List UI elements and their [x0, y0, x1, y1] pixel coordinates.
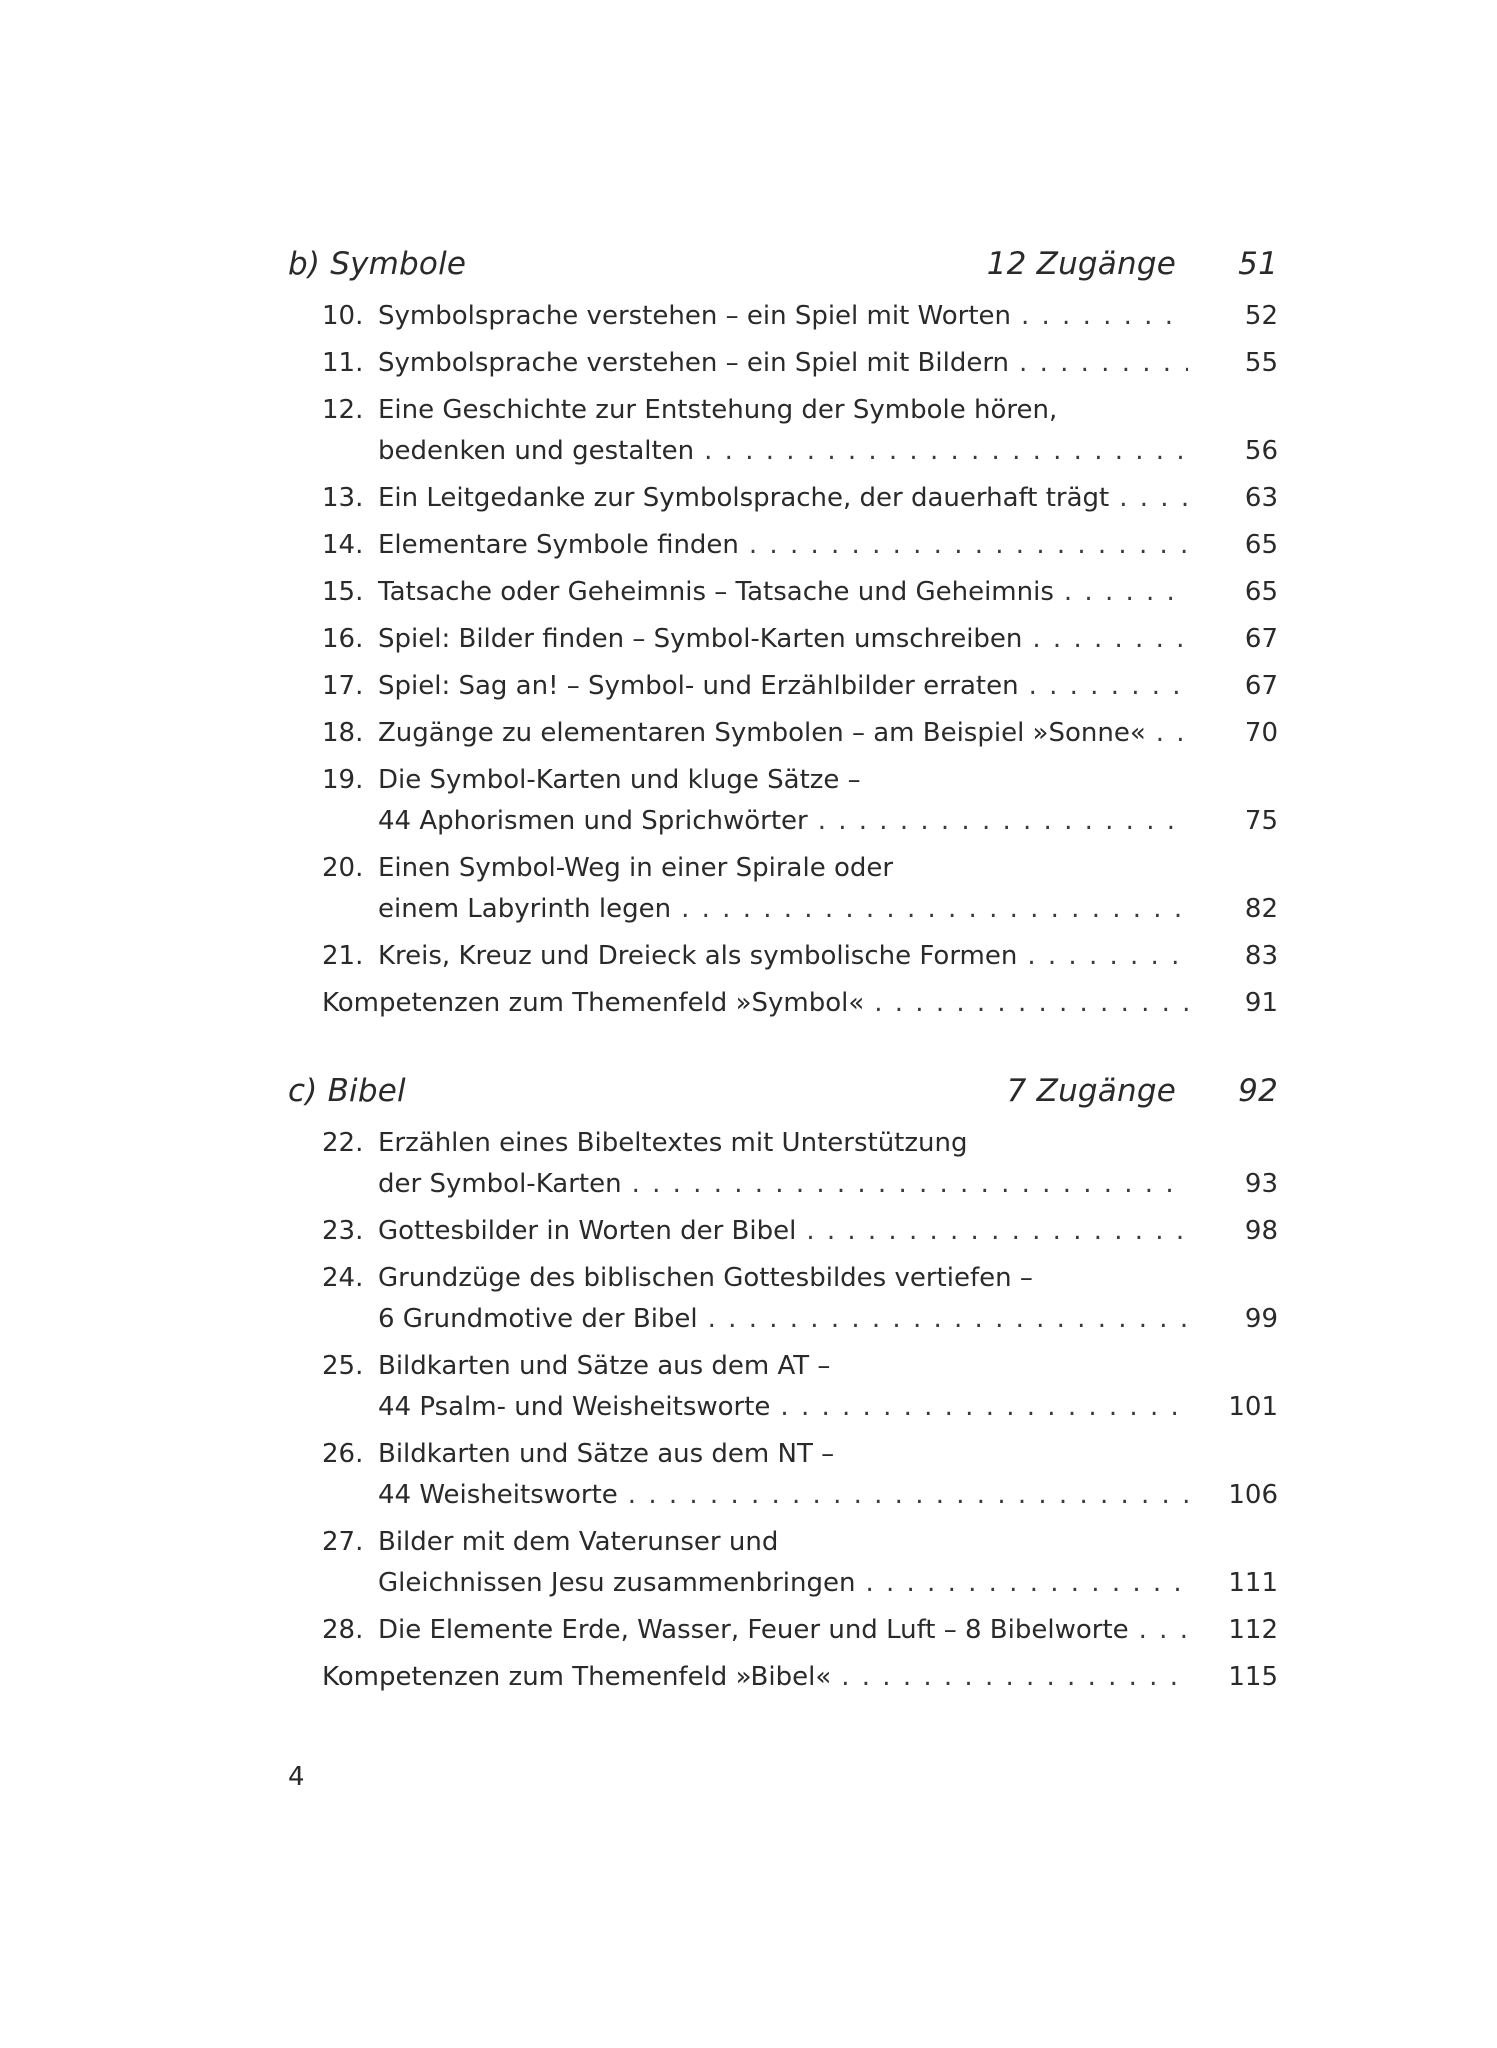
entry-label: Kompetenzen zum Themenfeld »Symbol«: [322, 988, 865, 1018]
entry-line: [378, 1387, 1188, 1428]
entry-text: [378, 666, 1188, 707]
entry-line: [378, 1346, 1188, 1387]
entry-number: 13.: [322, 483, 364, 513]
entry-page: 52: [1244, 301, 1278, 331]
dot-leader: [1156, 713, 1188, 754]
entry-text: [378, 296, 1188, 337]
toc-entry: [288, 713, 1278, 754]
entry-label: der Symbol-Karten: [378, 1169, 622, 1199]
entry-text: [378, 1211, 1188, 1252]
entry-page: 83: [1244, 941, 1278, 971]
entry-line: [378, 296, 1188, 337]
entry-label: Spiel: Bilder finden – Symbol-Karten umschreiben: [378, 624, 1023, 654]
entry-number: 24.: [322, 1263, 364, 1293]
entry-line: [378, 619, 1188, 660]
entry-text: [378, 619, 1188, 660]
toc-competence-entry: [288, 1657, 1278, 1698]
entry-label: Eine Geschichte zur Entstehung der Symbole hören,: [378, 395, 1058, 425]
entry-text: [378, 848, 1188, 930]
entry-label: Ein Leitgedanke zur Symbolsprache, der dauerhaft trägt: [378, 483, 1110, 513]
entry-page: 112: [1228, 1615, 1278, 1645]
toc-entry: [288, 936, 1278, 977]
entry-line: [378, 848, 1188, 889]
entry-number: 15.: [322, 577, 364, 607]
entry-label: Spiel: Sag an! – Symbol- und Erzählbilder erraten: [378, 671, 1019, 701]
entry-line: [378, 936, 1188, 977]
dot-leader: [628, 1475, 1188, 1516]
dot-leader: [681, 889, 1188, 930]
toc-entry: [288, 478, 1278, 519]
section-page: 92: [1238, 1073, 1278, 1109]
dot-leader: [704, 431, 1188, 472]
entry-label: Elementare Symbole finden: [378, 530, 739, 560]
entry-line: [378, 801, 1188, 842]
dot-leader: [1027, 936, 1188, 977]
section-header: [288, 1073, 1278, 1123]
dot-leader: [1021, 296, 1188, 337]
toc-entry: [288, 525, 1278, 566]
toc-entry: [288, 1123, 1278, 1205]
toc-section-symbole: [288, 246, 1278, 1030]
entry-page: 98: [1244, 1216, 1278, 1246]
entry-label: Die Symbol-Karten und kluge Sätze –: [378, 765, 861, 795]
page-number: 4: [288, 1762, 305, 1792]
toc-entry: [288, 572, 1278, 613]
entry-page: 67: [1244, 671, 1278, 701]
entry-number: 27.: [322, 1527, 364, 1557]
entry-page: 106: [1228, 1480, 1278, 1510]
entry-page: 65: [1244, 577, 1278, 607]
entry-line: [378, 1211, 1188, 1252]
entry-line: [378, 525, 1188, 566]
entry-text: [378, 1258, 1188, 1340]
entry-label: 6 Grundmotive der Bibel: [378, 1304, 698, 1334]
toc-entry: [288, 1434, 1278, 1516]
entry-label: 44 Weisheitsworte: [378, 1480, 618, 1510]
entry-number: 22.: [322, 1128, 364, 1158]
toc-entry: [288, 666, 1278, 707]
entry-page: 75: [1244, 806, 1278, 836]
dot-leader: [1119, 478, 1188, 519]
dot-leader: [749, 525, 1188, 566]
entry-line: [322, 1657, 1188, 1698]
entry-label: Einen Symbol-Weg in einer Spirale oder: [378, 853, 894, 883]
entry-text: [378, 525, 1188, 566]
toc-section-bibel: [288, 1073, 1278, 1704]
entry-line: [378, 478, 1188, 519]
entry-line: [378, 390, 1188, 431]
section-title: b) Symbole: [288, 246, 467, 282]
entry-label: bedenken und gestalten: [378, 436, 695, 466]
entry-line: [378, 1475, 1188, 1516]
entry-text: [378, 1123, 1188, 1205]
entry-text: [378, 1434, 1188, 1516]
entry-line: [378, 889, 1188, 930]
toc-entry: [288, 619, 1278, 660]
entry-page: 93: [1244, 1169, 1278, 1199]
entry-line: [378, 1434, 1188, 1475]
dot-leader: [632, 1164, 1188, 1205]
entry-line: [378, 1258, 1188, 1299]
entry-label: 44 Aphorismen und Sprichwörter: [378, 806, 808, 836]
entry-page: 56: [1244, 436, 1278, 466]
entry-label: einem Labyrinth legen: [378, 894, 672, 924]
entry-line: [322, 983, 1188, 1024]
entry-line: [378, 1299, 1188, 1340]
entry-text: [378, 713, 1188, 754]
entry-label: Bildkarten und Sätze aus dem AT –: [378, 1351, 831, 1381]
entry-number: 25.: [322, 1351, 364, 1381]
entry-line: [378, 1563, 1188, 1604]
entry-page: 99: [1244, 1304, 1278, 1334]
dot-leader: [865, 1563, 1188, 1604]
entry-page: 67: [1244, 624, 1278, 654]
entry-text: [322, 983, 1188, 1024]
toc-entry: [288, 296, 1278, 337]
toc-entry: [288, 848, 1278, 930]
entry-page: 91: [1244, 988, 1278, 1018]
entry-label: Tatsache oder Geheimnis – Tatsache und Geheimnis: [378, 577, 1054, 607]
entry-page: 65: [1244, 530, 1278, 560]
entry-page: 101: [1228, 1392, 1278, 1422]
dot-leader: [806, 1211, 1188, 1252]
entry-page: 82: [1244, 894, 1278, 924]
toc-entry: [288, 343, 1278, 384]
dot-leader: [1029, 666, 1188, 707]
dot-leader: [1064, 572, 1188, 613]
entry-text: [378, 1610, 1188, 1651]
dot-leader: [708, 1299, 1188, 1340]
section-header: [288, 246, 1278, 296]
entry-line: [378, 713, 1188, 754]
toc-entry: [288, 1610, 1278, 1651]
entry-number: 26.: [322, 1439, 364, 1469]
entry-page: 70: [1244, 718, 1278, 748]
dot-leader: [1019, 343, 1188, 384]
toc-entry: [288, 390, 1278, 472]
entry-line: [378, 1164, 1188, 1205]
entry-number: 10.: [322, 301, 364, 331]
entry-label: 44 Psalm- und Weisheitsworte: [378, 1392, 771, 1422]
entry-label: Grundzüge des biblischen Gottesbildes vertiefen –: [378, 1263, 1033, 1293]
entry-page: 115: [1228, 1662, 1278, 1692]
entry-label: Bildkarten und Sätze aus dem NT –: [378, 1439, 835, 1469]
entry-line: [378, 572, 1188, 613]
entry-label: Symbolsprache verstehen – ein Spiel mit Bildern: [378, 348, 1010, 378]
entry-label: Gottesbilder in Worten der Bibel: [378, 1216, 797, 1246]
entry-number: 16.: [322, 624, 364, 654]
entry-number: 14.: [322, 530, 364, 560]
entry-text: [378, 1522, 1188, 1604]
dot-leader: [874, 983, 1188, 1024]
entry-label: Erzählen eines Bibeltextes mit Unterstützung: [378, 1128, 968, 1158]
entry-page: 111: [1228, 1568, 1278, 1598]
section-count: 12 Zugänge: [986, 246, 1176, 282]
entry-label: Die Elemente Erde, Wasser, Feuer und Luft – 8 Bibelworte: [378, 1615, 1129, 1645]
toc-entry: [288, 1522, 1278, 1604]
entry-number: 12.: [322, 395, 364, 425]
entry-text: [378, 390, 1188, 472]
entry-number: 23.: [322, 1216, 364, 1246]
entry-line: [378, 343, 1188, 384]
entry-line: [378, 666, 1188, 707]
section-page: 51: [1238, 246, 1278, 282]
entry-line: [378, 1123, 1188, 1164]
entry-label: Gleichnissen Jesu zusammenbringen: [378, 1568, 856, 1598]
entry-line: [378, 760, 1188, 801]
dot-leader: [1032, 619, 1188, 660]
entry-label: Kreis, Kreuz und Dreieck als symbolische Formen: [378, 941, 1018, 971]
entry-number: 11.: [322, 348, 364, 378]
toc-competence-entry: [288, 983, 1278, 1024]
entry-text: [378, 572, 1188, 613]
entry-text: [378, 343, 1188, 384]
toc-entry: [288, 1258, 1278, 1340]
entry-text: [378, 760, 1188, 842]
toc-entries: [288, 1123, 1278, 1698]
entry-line: [378, 431, 1188, 472]
entry-number: 17.: [322, 671, 364, 701]
dot-leader: [841, 1657, 1188, 1698]
dot-leader: [780, 1387, 1188, 1428]
entry-text: [378, 1346, 1188, 1428]
toc-entry: [288, 760, 1278, 842]
entry-number: 21.: [322, 941, 364, 971]
entry-number: 28.: [322, 1615, 364, 1645]
entry-number: 18.: [322, 718, 364, 748]
entry-label: Kompetenzen zum Themenfeld »Bibel«: [322, 1662, 832, 1692]
entry-number: 19.: [322, 765, 364, 795]
dot-leader: [818, 801, 1188, 842]
entry-label: Zugänge zu elementaren Symbolen – am Beispiel »Sonne«: [378, 718, 1146, 748]
section-title: c) Bibel: [288, 1073, 406, 1109]
entry-page: 55: [1244, 348, 1278, 378]
entry-text: [322, 1657, 1188, 1698]
entry-text: [378, 936, 1188, 977]
entry-line: [378, 1610, 1188, 1651]
toc-entry: [288, 1211, 1278, 1252]
entry-text: [378, 478, 1188, 519]
entry-line: [378, 1522, 1188, 1563]
section-count: 7 Zugänge: [1006, 1073, 1176, 1109]
entry-label: Symbolsprache verstehen – ein Spiel mit Worten: [378, 301, 1011, 331]
entry-page: 63: [1244, 483, 1278, 513]
entry-label: Bilder mit dem Vaterunser und: [378, 1527, 779, 1557]
dot-leader: [1139, 1610, 1188, 1651]
toc-entry: [288, 1346, 1278, 1428]
entry-number: 20.: [322, 853, 364, 883]
toc-entries: [288, 296, 1278, 1024]
